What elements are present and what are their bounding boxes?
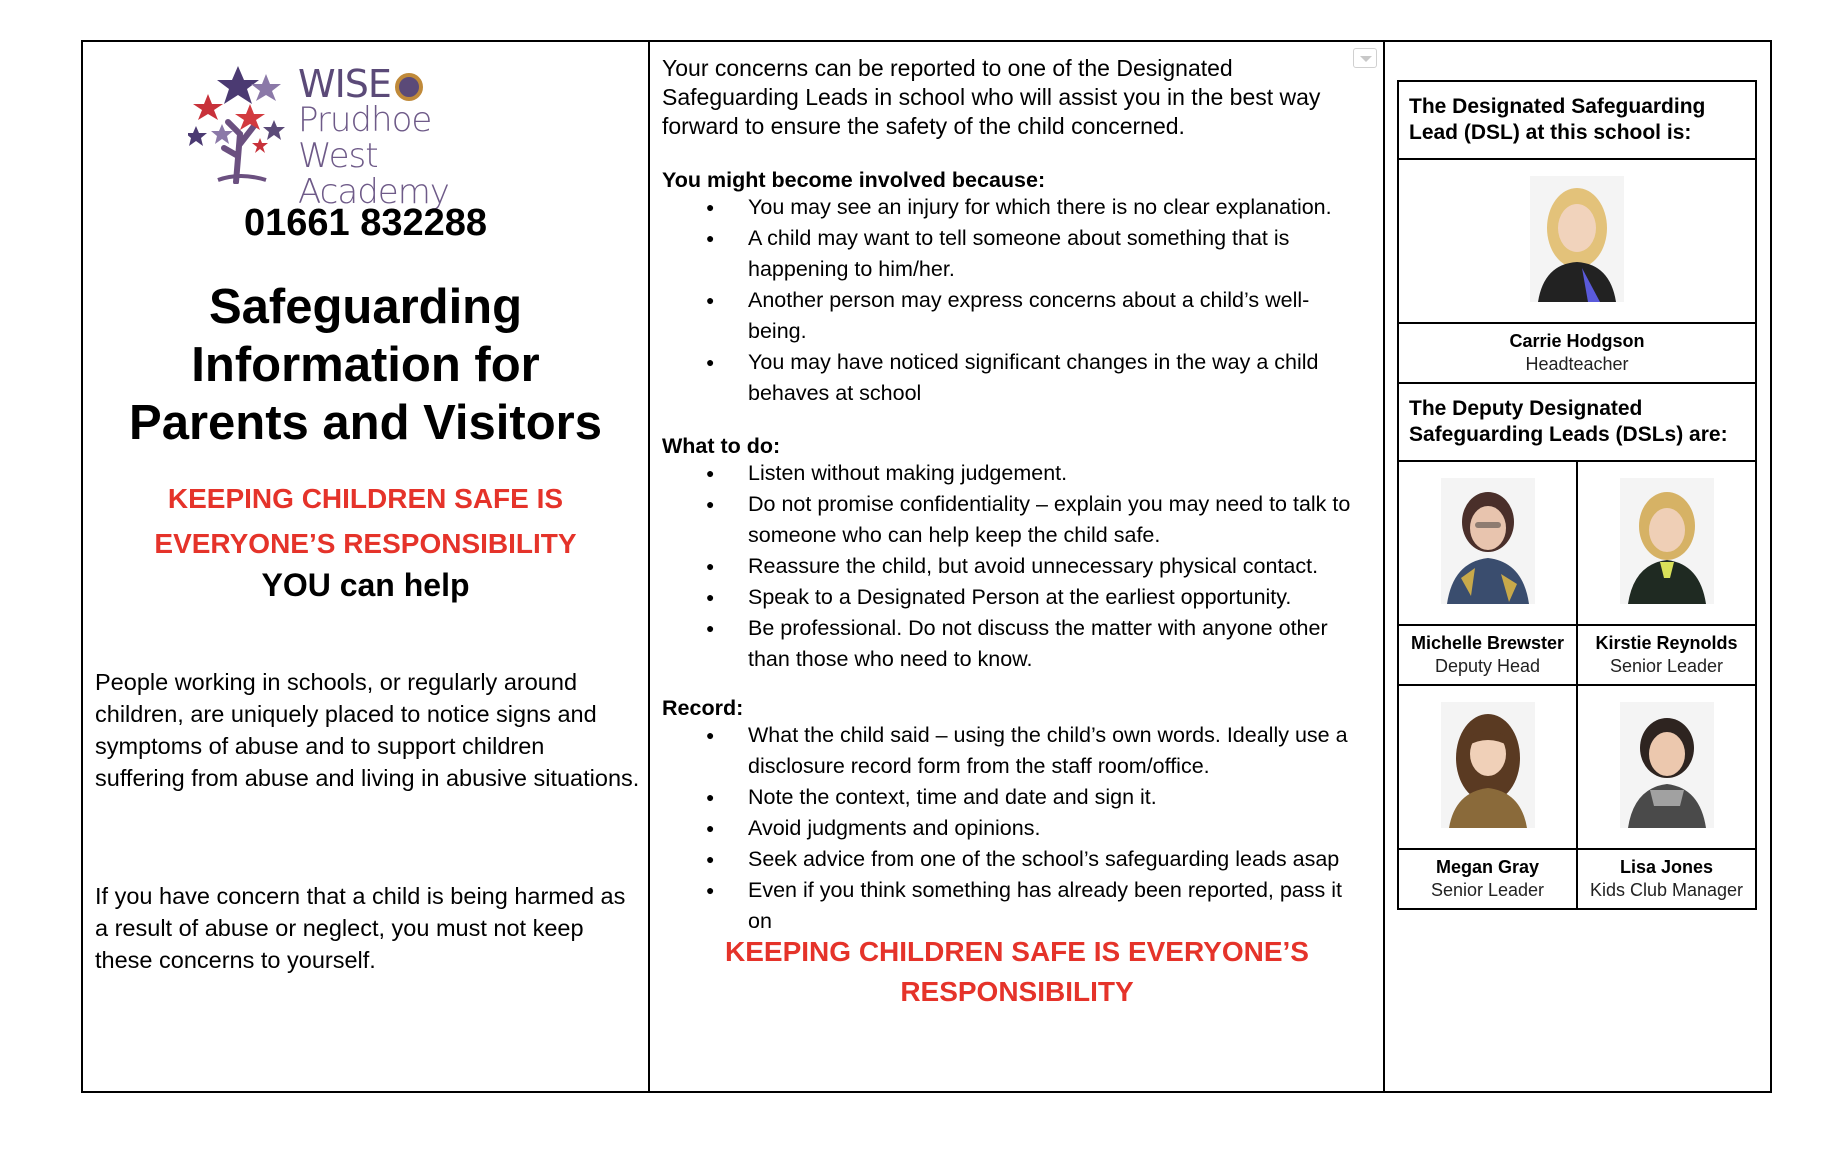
list-item: ● Seek advice from one of the school’s safeguarding leads asap xyxy=(662,844,1362,875)
slogan-line: RESPONSIBILITY xyxy=(900,976,1134,1007)
list-item: ● Do not promise confidentiality – explain you may need to talk to someone who can help keep the child safe. xyxy=(662,489,1362,551)
logo-wordmark xyxy=(298,62,508,212)
list-item: ● A child may want to tell someone about something that is happening to him/her. xyxy=(662,223,1362,285)
leaflet-frame xyxy=(81,40,1772,1093)
slogan-left xyxy=(83,476,648,566)
deputy-name-cell xyxy=(1398,849,1577,909)
slogan-line: KEEPING CHILDREN SAFE IS EVERYONE’S xyxy=(725,936,1309,967)
staff-role: Senior Leader xyxy=(1430,880,1545,900)
logo-line-academy: Academy xyxy=(298,172,449,212)
school-logo xyxy=(188,62,508,212)
list-item: ● You may have noticed significant changes in the way a child behaves at school xyxy=(662,347,1362,409)
list-item: ● Even if you think something has already been reported, pass it on xyxy=(662,875,1362,937)
slogan-center xyxy=(662,932,1372,1012)
staff-table xyxy=(1397,80,1757,910)
title-line: Information for xyxy=(191,338,540,392)
you-can-help: YOU can help xyxy=(261,567,470,603)
section-heading-what-to-do: What to do: xyxy=(662,434,781,458)
dsl-name-cell xyxy=(1398,323,1756,383)
deputy-photo-cell xyxy=(1577,685,1756,849)
portrait-lisa-jones xyxy=(1620,702,1714,828)
intro-text: Your concerns can be reported to one of the Designated Safeguarding Leads in school who will assist you in the best way forward to ensure the safety of the child concerned. xyxy=(662,55,1321,139)
staff-name: Carrie Hodgson xyxy=(1509,331,1645,351)
slogan-line: EVERYONE’S RESPONSIBILITY xyxy=(154,528,577,559)
title-line: Parents and Visitors xyxy=(129,396,602,450)
list-item: ● Be professional. Do not discuss the matter with anyone other than those who need to know. xyxy=(662,613,1362,675)
list-item: ● Another person may express concerns about a child’s well-being. xyxy=(662,285,1362,347)
portrait-michelle-brewster xyxy=(1441,478,1535,604)
star-tree-icon xyxy=(188,64,298,184)
staff-name: Michelle Brewster xyxy=(1410,633,1565,653)
deputy-photo-cell xyxy=(1398,685,1577,849)
staff-name: Megan Gray xyxy=(1435,857,1540,877)
slogan-line: KEEPING CHILDREN SAFE IS xyxy=(167,483,564,514)
title-line: Safeguarding xyxy=(208,280,523,334)
deputy-name-cell xyxy=(1398,625,1577,685)
list-item: ● Note the context, time and date and sign it. xyxy=(662,782,1362,813)
logo-circle-icon xyxy=(395,73,423,101)
school-phone: 01661 832288 xyxy=(243,202,488,244)
logo-line-wise: WISE xyxy=(298,62,391,106)
list-item: ● Reassure the child, but avoid unnecessary physical contact. xyxy=(662,551,1362,582)
staff-role: Kids Club Manager xyxy=(1589,880,1744,900)
list-item: ● What the child said – using the child’s own words. Ideally use a disclosure record form from the staff room/office. xyxy=(662,720,1362,782)
staff-name: Lisa Jones xyxy=(1619,857,1714,877)
page-title xyxy=(83,278,648,452)
logo-line-prudhoe: Prudhoe West xyxy=(298,100,432,176)
left-column xyxy=(83,42,650,1091)
paragraph-if-you-have-concern: If you have concern that a child is being harmed as a result of abuse or neglect, you must not keep these concerns to yourself. xyxy=(95,883,626,973)
deputy-name-cell xyxy=(1577,625,1756,685)
portrait-megan-gray xyxy=(1441,702,1535,828)
deputy-heading: The Deputy Designated Safeguarding Leads (DSLs) are: xyxy=(1398,383,1756,461)
list-involved xyxy=(662,192,1362,409)
list-item: ● You may see an injury for which there is no clear explanation. xyxy=(662,192,1362,223)
paragraph-people-working: People working in schools, or regularly around children, are uniquely placed to notice signs and symptoms of abuse and to support children suffering from abuse and living in abusive situations. xyxy=(95,669,640,791)
middle-column xyxy=(650,42,1385,1091)
list-item: ● Avoid judgments and opinions. xyxy=(662,813,1362,844)
portrait-carrie-hodgson xyxy=(1530,176,1624,302)
deputy-photo-cell xyxy=(1577,461,1756,625)
list-item: ● Speak to a Designated Person at the earliest opportunity. xyxy=(662,582,1362,613)
list-item: ● Listen without making judgement. xyxy=(662,458,1362,489)
staff-name: Kirstie Reynolds xyxy=(1595,633,1738,653)
staff-role: Senior Leader xyxy=(1609,656,1724,676)
right-column xyxy=(1385,42,1770,1091)
staff-role: Deputy Head xyxy=(1434,656,1541,676)
staff-role: Headteacher xyxy=(1525,354,1629,374)
list-record xyxy=(662,720,1362,937)
dsl-heading: The Designated Safeguarding Lead (DSL) at this school is: xyxy=(1398,81,1756,159)
portrait-kirstie-reynolds xyxy=(1620,478,1714,604)
section-heading-record: Record: xyxy=(662,696,744,720)
deputy-photo-cell xyxy=(1398,461,1577,625)
section-heading-involved: You might become involved because: xyxy=(662,168,1046,192)
deputy-name-cell xyxy=(1577,849,1756,909)
dsl-photo-cell xyxy=(1398,159,1756,323)
list-what-to-do xyxy=(662,458,1362,675)
